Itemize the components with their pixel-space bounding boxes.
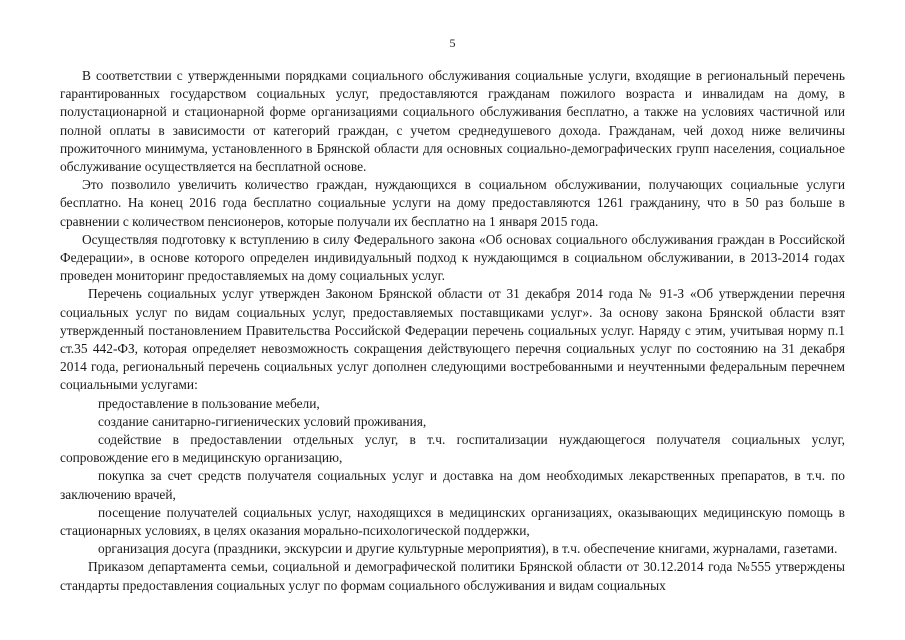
paragraph: Осуществляя подготовку к вступлению в силу Федерального закона «Об основах социального обслуживания граждан в Российской Федерации», в основе которого определен индивидуальный подход к нуждающимся в социальном обслуживании, в 2013-2014 годах проведен мониторинг предоставляемых на дому социальных услуг. [60, 231, 845, 284]
list-item: содействие в предоставлении отдельных услуг, в т.ч. госпитализации нуждающегося получателя социальных услуг, сопровождение его в медицинскую организацию, [60, 432, 845, 466]
list-item: покупка за счет средств получателя социальных услуг и доставка на дом необходимых лекарственных препаратов, в т.ч. по заключению врачей, [60, 468, 845, 502]
list-item: организация досуга (праздники, экскурсии и другие культурные мероприятия), в т.ч. обеспечение книгами, журналами, газетами. [98, 541, 838, 557]
paragraph: В соответствии с утвержденными порядками социального обслуживания социальные услуги, входящие в региональный перечень гарантированных государством социальных услуг, предоставляются гражданам пожилого возраста и инвалидам на дому, в полустационарной и стационарной форме организациями социального обслуживания бесплатно, а также на условиях частичной или полной оплаты в зависимости от категорий граждан, с учетом среднедушевого дохода. Гражданам, чей доход ниже величины прожиточного минимума, установленного в Брянской области для основных социально-демографических групп населения, социальное обслуживание осуществляется на бесплатной основе. [60, 68, 845, 175]
list-item: посещение получателей социальных услуг, находящихся в медицинских организациях, оказывающих медицинскую помощь в стационарных условиях, в целях оказания морально-психологической поддержки, [60, 504, 845, 539]
list-item: создание санитарно-гигиенических условий проживания, [98, 413, 427, 429]
paragraph: Это позволило увеличить количество граждан, нуждающихся в социальном обслуживании, получающих социальные услуги бесплатно. На конец 2016 года бесплатно социальные услуги на дому предоставляются 1261 гражданину, что в 50 раз больше в сравнении с количеством пенсионеров, которые получали их бесплатно на 1 января 2015 года. [60, 177, 845, 229]
document-body [60, 67, 845, 595]
paragraph: Приказом департамента семьи, социальной и демографической политики Брянской области от 30.12.2014 года №555 утверждены стандарты предоставления социальных услуг по формам социального обслуживания и видам социальных [60, 559, 845, 593]
list-item: предоставление в пользование мебели, [98, 395, 320, 411]
paragraph: Перечень социальных услуг утвержден Законом Брянской области от 31 декабря 2014 года № 91-З «Об утверждении перечня социальных услуг по видам социальных услуг, предоставляемых поставщиками услуг». За основу закона Брянской области взят утвержденный постановлением Правительства Российской Федерации перечень социальных услуг. Наряду с этим, учитывая норму п.1 ст.35 442-ФЗ, которая определяет невозможность сокращения действующего перечня социальных услуг по состоянию на 31 декабря 2014 года, региональный перечень социальных услуг дополнен следующими востребованными и неучтенными федеральным перечнем социальными услугами: [60, 286, 845, 393]
page-number: 5 [449, 36, 456, 50]
